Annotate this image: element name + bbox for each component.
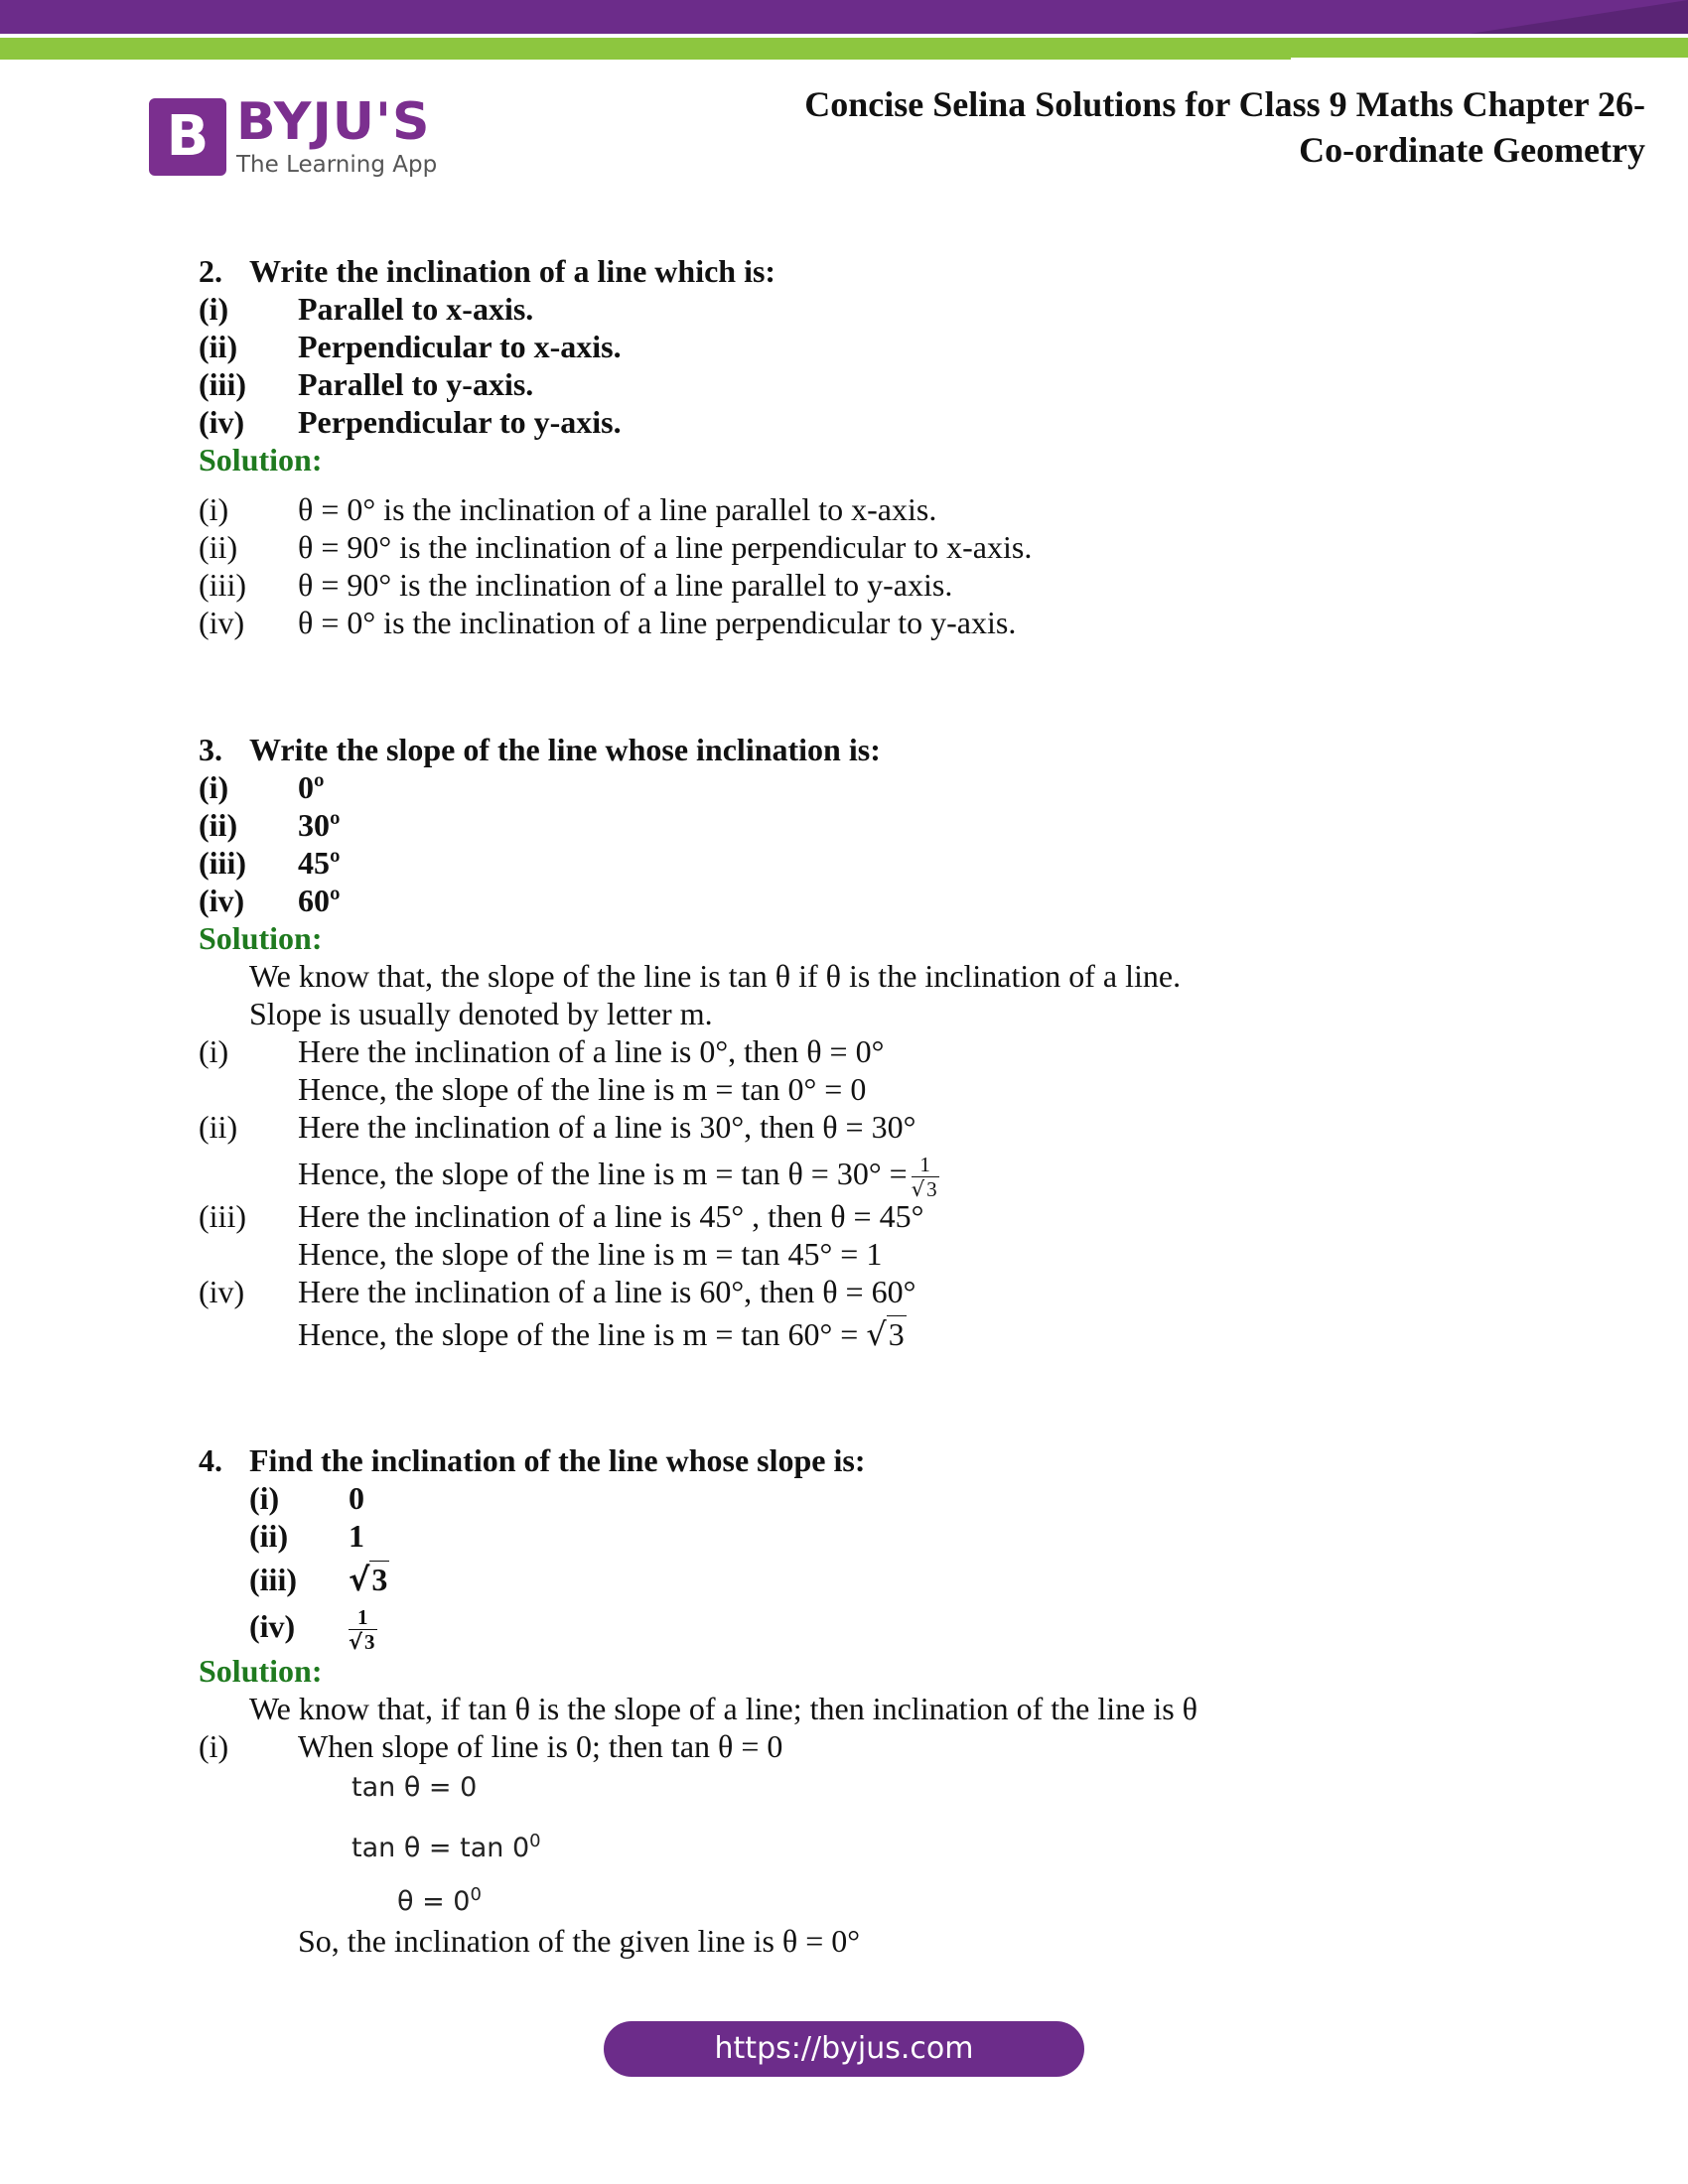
question-text: Find the inclination of the line whose slope is: [249,1442,866,1478]
fraction-denominator [349,1630,377,1654]
radical-icon: √ [866,1315,887,1353]
question-part [199,768,1181,806]
part-label: (ii) [199,329,238,364]
answer-label: (iv) [199,1274,245,1309]
fraction [912,1153,939,1201]
header-decor-band [0,0,1688,60]
question-3 [199,731,1181,1354]
answer-text: θ = 0° is the inclination of a line parallel to x-axis. [298,491,937,527]
part-text: Parallel to y-axis. [298,366,534,402]
part-label: (iii) [199,845,246,881]
answer-text: Here the inclination of a line is 30°, then θ = 30° [298,1109,916,1145]
footer-url-link[interactable]: https://byjus.com [604,2021,1084,2077]
question-number: 2. [199,253,222,289]
logo-wordmark: BYJU'S [236,92,431,152]
answer-label: (i) [199,1033,229,1069]
square-root [349,1555,389,1604]
question-text: Write the inclination of a line which is: [249,253,776,289]
part-text: 30º [298,807,341,843]
answer-line [199,528,1032,566]
answer-text: Here the inclination of a line is 60°, then θ = 60° [298,1274,916,1309]
answer-text: θ = 90° is the inclination of a line perpendicular to x-axis. [298,529,1033,565]
part-label: (iii) [249,1562,297,1597]
answer-line [199,1197,1181,1235]
question-4 [199,1441,1197,1960]
page-title-line1: Concise Selina Solutions for Class 9 Maths Chapter 26- [804,84,1645,124]
answer-line [199,566,1032,604]
logo-letter: B [166,104,210,169]
answer-line [199,1146,1181,1202]
fraction [349,1605,377,1654]
solution-intro: We know that, if tan θ is the slope of a line; then inclination of the line is θ [249,1691,1197,1726]
radicand: 3 [364,1630,375,1655]
part-text: Perpendicular to x-axis. [298,329,622,364]
part-label: (ii) [249,1518,289,1554]
answer-conclusion: So, the inclination of the given line is θ = 0° [298,1923,861,1959]
solution-intro: We know that, the slope of the line is tan θ if θ is the inclination of a line. [249,958,1182,994]
answer-line [199,1273,1181,1310]
math-step-superscript: 0 [529,1831,541,1851]
solution-label: Solution: [199,442,323,478]
question-part [199,1555,1197,1600]
question-part [199,403,1032,441]
part-label: (i) [199,769,229,805]
fraction-numerator: 1 [349,1605,377,1630]
question-number: 3. [199,732,222,767]
part-label: (iv) [199,883,245,918]
answer-label: (iii) [199,1198,246,1234]
answer-label: (ii) [199,1109,238,1145]
page-title-line2: Co-ordinate Geometry [1299,130,1645,170]
square-root [349,1630,377,1654]
answer-text: Hence, the slope of the line is m = tan θ = 30° = [298,1156,908,1191]
part-label: (iii) [199,366,246,402]
radical-icon: √ [349,1630,363,1655]
question-part [199,844,1181,882]
answer-text: Hence, the slope of the line is m = tan 60° = [298,1316,859,1352]
radicand: 3 [888,1316,905,1352]
answer-label: (ii) [199,529,238,565]
radical-icon: √ [349,1561,370,1598]
part-text: 0º [298,769,325,805]
question-part [199,365,1032,403]
math-step [199,1819,1197,1872]
math-step-superscript: 0 [470,1884,482,1905]
solution-intro: Slope is usually denoted by letter m. [249,996,713,1031]
part-text: Perpendicular to y-axis. [298,404,622,440]
question-part [199,328,1032,365]
question-part [199,1479,1197,1517]
question-text: Write the slope of the line whose inclination is: [249,732,881,767]
part-text: 1 [349,1518,364,1554]
square-root [866,1310,906,1358]
fraction-numerator: 1 [912,1153,939,1177]
answer-line [199,490,1032,528]
answer-text: Here the inclination of a line is 0°, then θ = 0° [298,1033,885,1069]
answer-label: (iii) [199,567,246,603]
answer-line [199,604,1032,641]
solution-label: Solution: [199,1653,323,1689]
radicand: 3 [371,1562,388,1597]
question-3-prompt [199,731,1181,768]
part-label: (i) [249,1480,280,1516]
question-4-prompt [199,1441,1197,1479]
answer-line [199,1727,1197,1765]
math-step: tan θ = 0 [352,1772,478,1803]
answer-text: θ = 0° is the inclination of a line perpendicular to y-axis. [298,605,1017,640]
byjus-logo [149,94,447,184]
radical-icon: √ [911,1177,925,1202]
part-text: 60º [298,883,341,918]
part-label: (iv) [249,1608,296,1644]
solution-label: Solution: [199,920,323,956]
part-label: (iv) [199,404,245,440]
part-label: (i) [199,291,229,327]
answer-label: (i) [199,491,229,527]
question-part [199,1517,1197,1555]
answer-line: Hence, the slope of the line is m = tan 0° = 0 [298,1071,867,1107]
answer-line: Hence, the slope of the line is m = tan 45° = 1 [298,1236,883,1272]
question-2 [199,252,1032,641]
question-part [199,806,1181,844]
answer-label: (iv) [199,605,245,640]
answer-line [199,1032,1181,1070]
math-step [199,1872,1197,1922]
logo-tagline: The Learning App [236,152,438,178]
answer-text: When slope of line is 0; then tan θ = 0 [298,1728,783,1764]
answer-line [199,1108,1181,1146]
math-step-text: tan θ = tan 0 [352,1833,530,1863]
page-title [652,81,1645,173]
answer-line [199,1310,1181,1354]
math-step-text: θ = 0 [397,1886,471,1917]
answer-text: θ = 90° is the inclination of a line parallel to y-axis. [298,567,953,603]
part-text: 45º [298,845,341,881]
radicand: 3 [926,1177,937,1202]
part-text: 0 [349,1480,364,1516]
part-label: (ii) [199,807,238,843]
question-part [199,882,1181,919]
question-part [199,290,1032,328]
question-part [199,1600,1197,1655]
part-text: Parallel to x-axis. [298,291,534,327]
answer-label: (i) [199,1728,229,1764]
question-number: 4. [199,1442,222,1478]
answer-text: Here the inclination of a line is 45° , then θ = 45° [298,1198,924,1234]
question-2-prompt [199,252,1032,290]
